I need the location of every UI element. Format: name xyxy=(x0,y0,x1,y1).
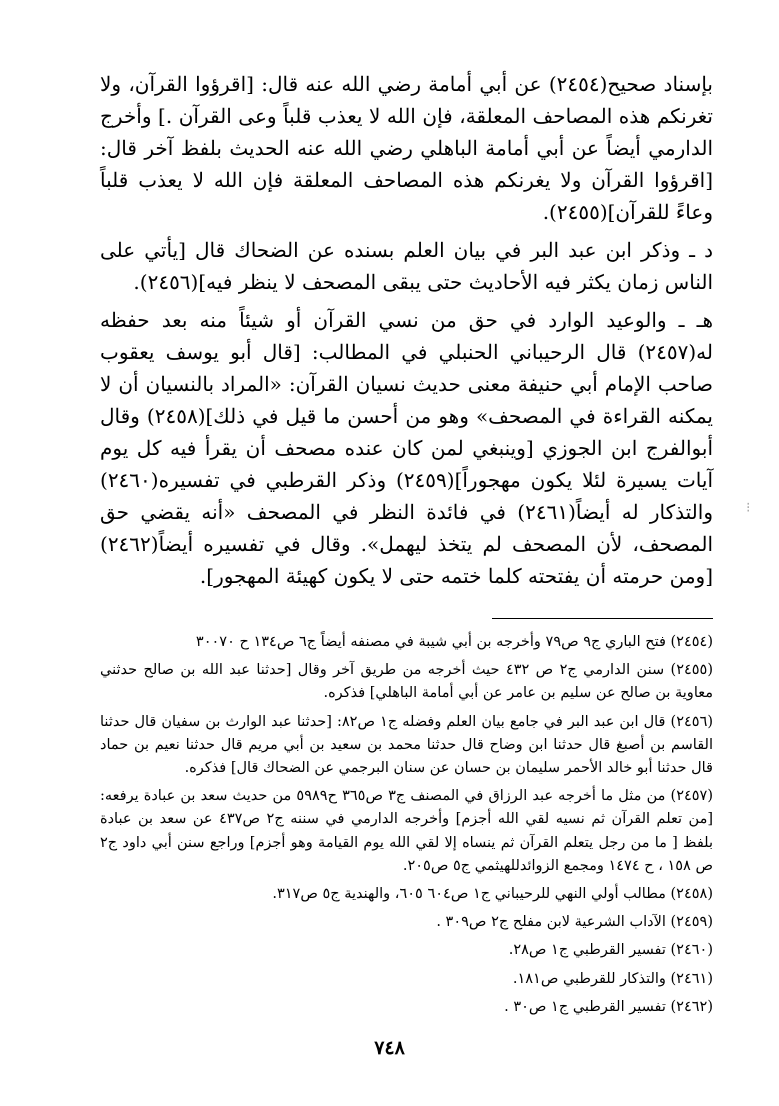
footnote-2457 xyxy=(100,785,713,878)
footnote-text: والتذكار للقرطبي ص١٨١. xyxy=(512,970,666,987)
footnote-2458 xyxy=(100,883,713,906)
footnote-text: سنن الدارمي ج٢ ص ٤٣٢ حيث أخرجه من طريق آخر وقال [حدثنا عبد الله بن صالح حدثني معاوية بن صالح عن سليم بن عامر عن أبي أمامة الباهلي] فذكره. xyxy=(100,662,713,702)
footnote-number: (٢٤٦١) xyxy=(670,970,713,987)
footnote-text: فتح الباري ج٩ ص٧٩ وأخرجه بن أبي شيبة في مصنفه أيضاً ج٦ ص١٣٤ ح ٣٠٠٧٠ xyxy=(195,634,666,650)
footnote-2455 xyxy=(100,659,713,705)
paragraph-3: هـ ـ والوعيد الوارد في حق من نسي القرآن أو شيئاً منه بعد حفظه له(٢٤٥٧) قال الرحيباني الحنبلي في المطالب: [قال أبو يوسف يعقوب صاحب الإمام أبي حنيفة معنى حديث نسيان القرآن: «المراد بالنسيان أن لا يمكنه القراءة في المصحف» وهو من أحسن ما قيل في ذلك](٢٤٥٨) وقال أبوالفرج ابن الجوزي [وينبغي لمن كان عنده مصحف أن يقرأ فيه كل يوم آيات يسيرة لئلا يكون مهجوراً](٢٤٥٩) وذكر القرطبي في تفسيره(٢٤٦٠) والتذكار له أيضاً(٢٤٦١) في فائدة النظر في المصحف «أنه يقضي حق المصحف، لأن المصحف لم يتخذ ليهمل». وقال في تفسيره أيضاً(٢٤٦٢) [ومن حرمته أن يفتحته كلما ختمه حتى لا يكون كهيئة المهجور]. xyxy=(100,308,714,588)
footnote-number: (٢٤٦٢) xyxy=(670,998,713,1015)
footnote-separator xyxy=(492,618,713,619)
footnote-2454 xyxy=(100,631,713,654)
footnote-number: (٢٤٥٧) xyxy=(670,788,714,805)
footnote-number: (٢٤٥٩) xyxy=(670,914,713,931)
page-number: ٧٤٨ xyxy=(374,1037,405,1059)
footnote-number: (٢٤٥٤) xyxy=(670,634,713,650)
footnote-number: (٢٤٥٥) xyxy=(670,662,714,679)
footnote-text: مطالب أولي النهي للرحيباني ج١ ص٦٠٤ ٦٠٥، والهندية ج٥ ص٣١٧. xyxy=(272,886,666,903)
footnote-2461 xyxy=(100,968,713,991)
footnote-text: تفسير القرطبي ج١ ص٣٠ . xyxy=(504,998,666,1015)
footnote-text: قال ابن عبد البر في جامع بيان العلم وفضله ج١ ص٨٢: [حدثنا عبد الوارث بن سفيان قال حدثنا القاسم بن أصبغ قال حدثنا ابن وضاح قال حدثنا محمد بن سعيد بن أبي مريم قال حدثنا نعيم بن حماد قال حدثنا أبو خالد الأحمر سليمان بن حسان عن سنان البرجمي عن الضحاك قال] فذكره. xyxy=(100,713,713,777)
footnote-number: (٢٤٥٦) xyxy=(670,713,714,730)
footnote-text: تفسير القرطبي ج١ ص٢٨. xyxy=(508,942,666,959)
footnote-number: (٢٤٥٨) xyxy=(670,886,713,903)
paragraph-2: د ـ وذكر ابن عبد البر في بيان العلم بسنده عن الضحاك قال [يأتي على الناس زمان يكثر فيه الأحاديث حتى يبقى المصحف لا ينظر فيه](٢٤٥٦). xyxy=(100,238,713,294)
footnote-2456 xyxy=(100,711,713,781)
paragraph-1: بإسناد صحيح(٢٤٥٤) عن أبي أمامة رضي الله عنه قال: [اقرؤوا القرآن، ولا تغرنكم هذه المصاحف المعلقة، فإن الله لا يعذب قلباً وعى القرآن .] وأخرج الدارمي أيضاً عن أبي أمامة الباهلي رضي الله عنه الحديث بلفظ آخر قال: [اقرؤوا القرآن ولا يغرنكم هذه المصاحف المعلقة فإن الله لا يعذب قلباً وعاءً للقرآن](٢٤٥٥). xyxy=(100,72,713,224)
footnote-2460 xyxy=(100,939,713,962)
margin-mark-icon: ⁝ xyxy=(746,500,751,516)
footnote-2459 xyxy=(100,911,713,934)
footnote-text: من مثل ما أخرجه عبد الرزاق في المصنف ج٣ ص٣٦٥ ح٥٩٨٩ من حديث سعد بن عبادة يرفعه: [من تعلم القرآن ثم نسيه لقي الله أجزم] وأخرجه الدارمي في سننه ج٢ ص٤٣٧ عن سعد بن عبادة بلفظ [ ما من رجل يتعلم القرآن ثم ينساه إلا لقي الله يوم القيامة وهو أجزم] وراجع سنن أبي داود ج٢ ص ١٥٨ ، ح ١٤٧٤ ومجمع الزوائدللهيثمي ج٥ ص٢٠٥. xyxy=(100,788,714,874)
footnote-text: الآداب الشرعية لابن مفلح ج٢ ص٣٠٩ . xyxy=(436,914,666,931)
footnotes xyxy=(100,631,713,1019)
footnote-number: (٢٤٦٠) xyxy=(670,942,713,959)
main-text xyxy=(100,68,713,592)
footnote-2462 xyxy=(100,996,713,1019)
document-page xyxy=(100,68,713,1024)
